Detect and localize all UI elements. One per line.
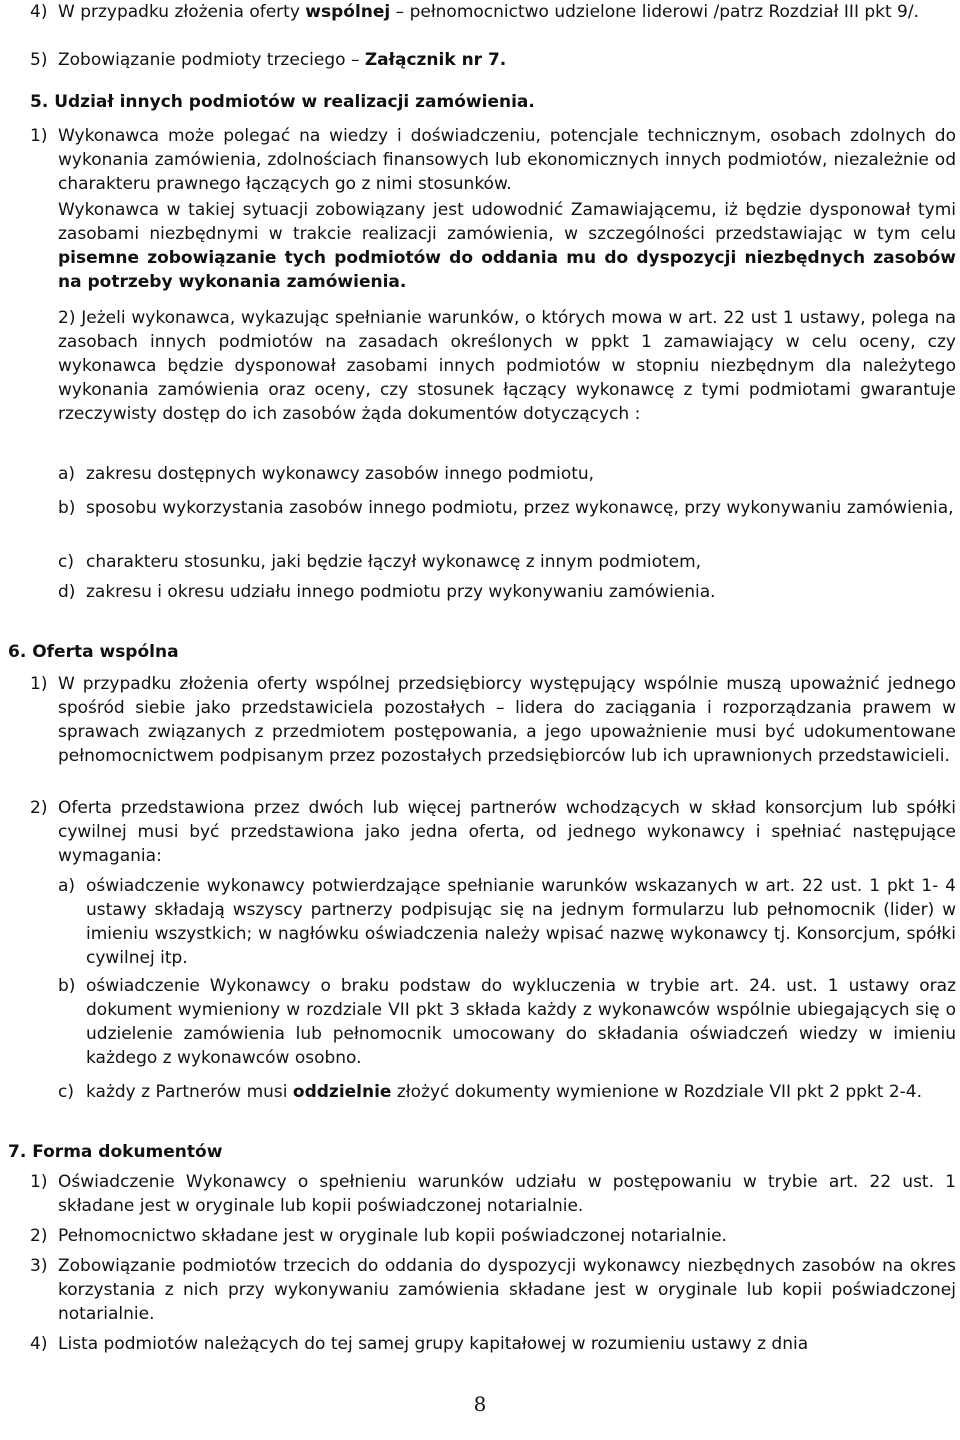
list-item: [30, 796, 956, 868]
item-number: 1): [30, 1172, 48, 1192]
item-number: b): [58, 498, 76, 518]
list-item: [58, 874, 956, 970]
list-item: [58, 1080, 956, 1104]
item-number: 4): [30, 1334, 48, 1354]
item-number: 5): [30, 50, 48, 70]
item-number: 2): [30, 1226, 48, 1246]
item-text: Oferta przedstawiona przez dwóch lub więcej partnerów wchodzących w skład konsorcjum lub spółki cywilnej musi być przedstawiona jako jedna oferta, od jednego wykonawcy i spełniać następujące wymagania:: [58, 798, 956, 866]
list-item: [30, 0, 956, 24]
list-item: [30, 1224, 956, 1248]
section-heading: 6. Oferta wspólna: [8, 642, 179, 662]
item-number: 2): [30, 798, 48, 818]
list-item: [30, 124, 956, 196]
item-text: charakteru stosunku, jaki będzie łączył wykonawcę z innym podmiotem,: [86, 552, 702, 572]
item-number: b): [58, 976, 76, 996]
item-text: W przypadku złożenia oferty wspólnej przedsiębiorcy występujący wspólnie muszą upoważnić jednego spośród siebie jako przedstawiciela pozostałych – lidera do zaciągania i rozporządzania prawem w sprawach związanych z przedmiotem postępowania, a jego upoważnienie musi być udokumentowane pełnomocnictwem podpisanym przez pozostałych przedsiębiorców lub ich uprawnionych przedstawicieli.: [58, 674, 956, 766]
item-text: zakresu i okresu udziału innego podmiotu przy wykonywaniu zamówienia.: [86, 582, 716, 602]
page-number: 8: [473, 1392, 487, 1416]
item-text: sposobu wykorzystania zasobów innego podmiotu, przez wykonawcę, przy wykonywaniu zamówienia,: [86, 498, 954, 518]
item-text: Lista podmiotów należących do tej samej grupy kapitałowej w rozumieniu ustawy z dnia: [58, 1334, 809, 1354]
item-text: oświadczenie Wykonawcy o braku podstaw do wykluczenia w trybie art. 24. ust. 1 ustawy oraz dokument wymieniony w rozdziale VII pkt 3 składa każdy z wykonawców wspólnie ubiegających się o udzielenie zamówienia lub pełnomocnik umocowany do składania oświadczeń wiedzy w imieniu każdego z wykonawców osobno.: [86, 976, 956, 1068]
item-number: 1): [30, 126, 48, 146]
list-item: [30, 1332, 956, 1356]
item-number: 4): [30, 2, 48, 22]
item-number: c): [58, 1082, 74, 1102]
list-item: [58, 496, 956, 520]
item-text: Zobowiązanie podmioty trzeciego – Załącznik nr 7.: [58, 50, 507, 70]
list-item: [58, 462, 956, 486]
item-text: Oświadczenie Wykonawcy o spełnieniu warunków udziału w postępowaniu w trybie art. 22 ust. 1 składane jest w oryginale lub kopii poświadczonej notarialnie.: [58, 1172, 956, 1216]
item-text: zakresu dostępnych wykonawcy zasobów innego podmiotu,: [86, 464, 595, 484]
item-text: Zobowiązanie podmiotów trzecich do oddania do dyspozycji wykonawcy niezbędnych zasobów na okres korzystania z nich przy wykonywaniu zamówienia składane jest w oryginale lub kopii poświadczonej notarialnie.: [58, 1256, 956, 1324]
list-item: [30, 48, 956, 72]
paragraph: 2) Jeżeli wykonawca, wykazując spełnianie warunków, o których mowa w art. 22 ust 1 ustawy, polega na zasobach innych podmiotów na zasadach określonych w ppkt 1 zamawiający w celu oceny, czy wykonawca będzie dysponował zasobami innych podmiotów w stopniu niezbędnym dla należytego wykonania zamówienia oraz oceny, czy stosunek łączący wykonawcę z tymi podmiotami gwarantuje rzeczywisty dostęp do ich zasobów żąda dokumentów dotyczących :: [58, 308, 956, 424]
item-number: 3): [30, 1256, 48, 1276]
list-item: [58, 550, 956, 574]
item-number: 1): [30, 674, 48, 694]
item-text: Pełnomocnictwo składane jest w oryginale lub kopii poświadczonej notarialnie.: [58, 1226, 727, 1246]
section-heading: 5. Udział innych podmiotów w realizacji zamówienia.: [30, 92, 535, 112]
list-item: [30, 672, 956, 768]
list-item: [30, 1254, 956, 1326]
item-text: W przypadku złożenia oferty wspólnej – pełnomocnictwo udzielone liderowi /patrz Rozdział III pkt 9/.: [58, 2, 920, 22]
item-number: d): [58, 582, 76, 602]
item-text: każdy z Partnerów musi oddzielnie złożyć dokumenty wymienione w Rozdziale VII pkt 2 ppkt 2-4.: [86, 1082, 922, 1102]
section-heading: 7. Forma dokumentów: [8, 1142, 223, 1162]
item-number: c): [58, 552, 74, 572]
item-text: Wykonawca może polegać na wiedzy i doświadczeniu, potencjale technicznym, osobach zdolnych do wykonania zamówienia, zdolnościach finansowych lub ekonomicznych innych podmiotów, niezależnie od charakteru prawnego łączących go z nimi stosunków.: [58, 126, 956, 194]
list-item: [58, 974, 956, 1070]
list-item: [58, 580, 956, 604]
list-item: [30, 1170, 956, 1218]
item-number: a): [58, 464, 76, 484]
item-number: a): [58, 876, 76, 896]
item-text: oświadczenie wykonawcy potwierdzające spełnianie warunków wskazanych w art. 22 ust. 1 pkt 1- 4 ustawy składają wszyscy partnerzy podpisując się na jednym formularzu lub pełnomocnik (lider) w imieniu wszystkich; w nagłówku oświadczenia należy wpisać nazwę wykonawcy tj. Konsorcjum, spółki cywilnej itp.: [86, 876, 956, 968]
paragraph: Wykonawca w takiej sytuacji zobowiązany jest udowodnić Zamawiającemu, iż będzie dysponował tymi zasobami niezbędnymi w trakcie realizacji zamówienia, w szczególności przedstawiając w tym celu pisemne zobowiązanie tych podmiotów do oddania mu do dyspozycji niezbędnych zasobów na potrzeby wykonania zamówienia.: [58, 200, 956, 292]
